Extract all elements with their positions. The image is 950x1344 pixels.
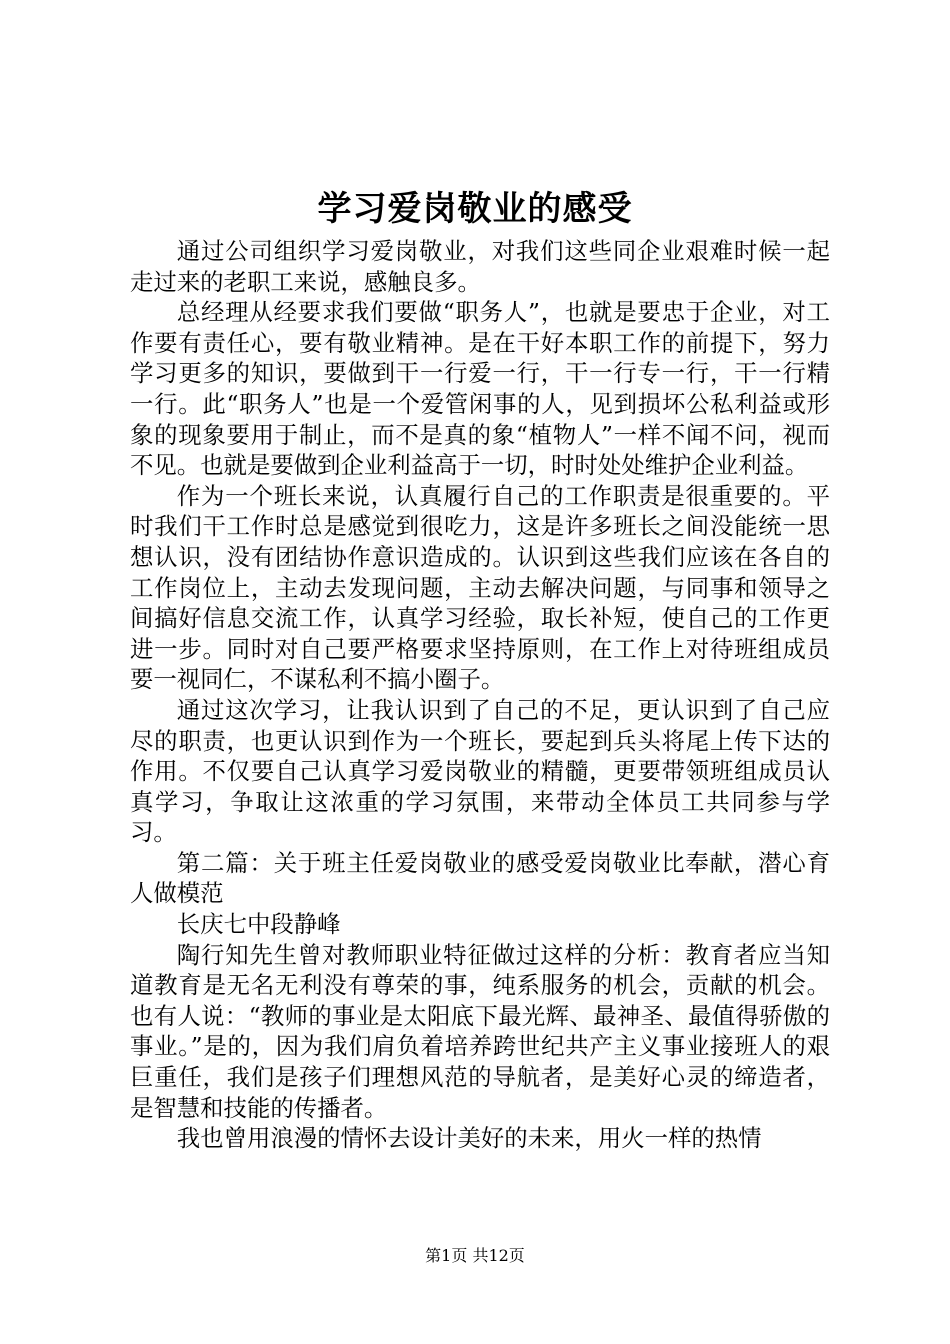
paragraph-2: 总经理从经要求我们要做“职务人”，也就是要忠于企业，对工作要有责任心，要有敬业精神。是在干好本职工作的前提下，努力学习更多的知识，要做到干一行爱一行，干一行专一行，干一行精一行。此“职务人”也是一个爱管闲事的人，见到损坏公私利益或形象的现象要用于制止，而不是真的象“植物人”一样不闻不问，视而不见。也就是要做到企业利益高于一切，时时处处维护企业利益。 [130, 298, 830, 480]
page-footer: 第1页 共12页 [425, 1246, 525, 1265]
document-body [130, 236, 830, 1154]
paragraph-1: 通过公司组织学习爱岗敬业，对我们这些同企业艰难时候一起走过来的老职工来说，感触良多。 [130, 237, 830, 296]
paragraph-4: 通过这次学习，让我认识到了自己的不足，更认识到了自己应尽的职责，也更认识到作为一个班长，要起到兵头将尾上传下达的作用。不仅要自己认真学习爱岗敬业的精髓，更要带领班组成员认真学习，争取让这浓重的学习氛围，来带动全体员工共同参与学习。 [130, 695, 830, 847]
paragraph-3: 作为一个班长来说，认真履行自己的工作职责是很重要的。平时我们干工作时总是感觉到很吃力，这是许多班长之间没能统一思想认识，没有团结协作意识造成的。认识到这些我们应该在各自的工作岗位上，主动去发现问题，主动去解决问题，与同事和领导之间搞好信息交流工作，认真学习经验，取长补短，使自己的工作更进一步。同时对自己要严格要求坚持原则，在工作上对待班组成员要一视同仁，不谋私利不搞小圈子。 [130, 481, 830, 694]
author-line: 长庆七中段静峰 [176, 910, 341, 939]
paragraph-6: 我也曾用浪漫的情怀去设计美好的未来，用火一样的热情 [176, 1124, 762, 1153]
paragraph-5: 陶行知先生曾对教师职业特征做过这样的分析：教育者应当知道教育是无名无利没有尊荣的事，纯系服务的机会，贡献的机会。也有人说：“教师的事业是太阳底下最光辉、最神圣、最值得骄傲的事业。”是的，因为我们肩负着培养跨世纪共产主义事业接班人的艰巨重任，我们是孩子们理想风范的导航者，是美好心灵的缔造者，是智慧和技能的传播者。 [130, 940, 830, 1122]
section-heading-2: 第二篇：关于班主任爱岗敬业的感受爱岗敬业比奉献，潜心育人做模范 [130, 848, 830, 908]
document-title: 学习爱岗敬业的感受 [317, 189, 633, 229]
